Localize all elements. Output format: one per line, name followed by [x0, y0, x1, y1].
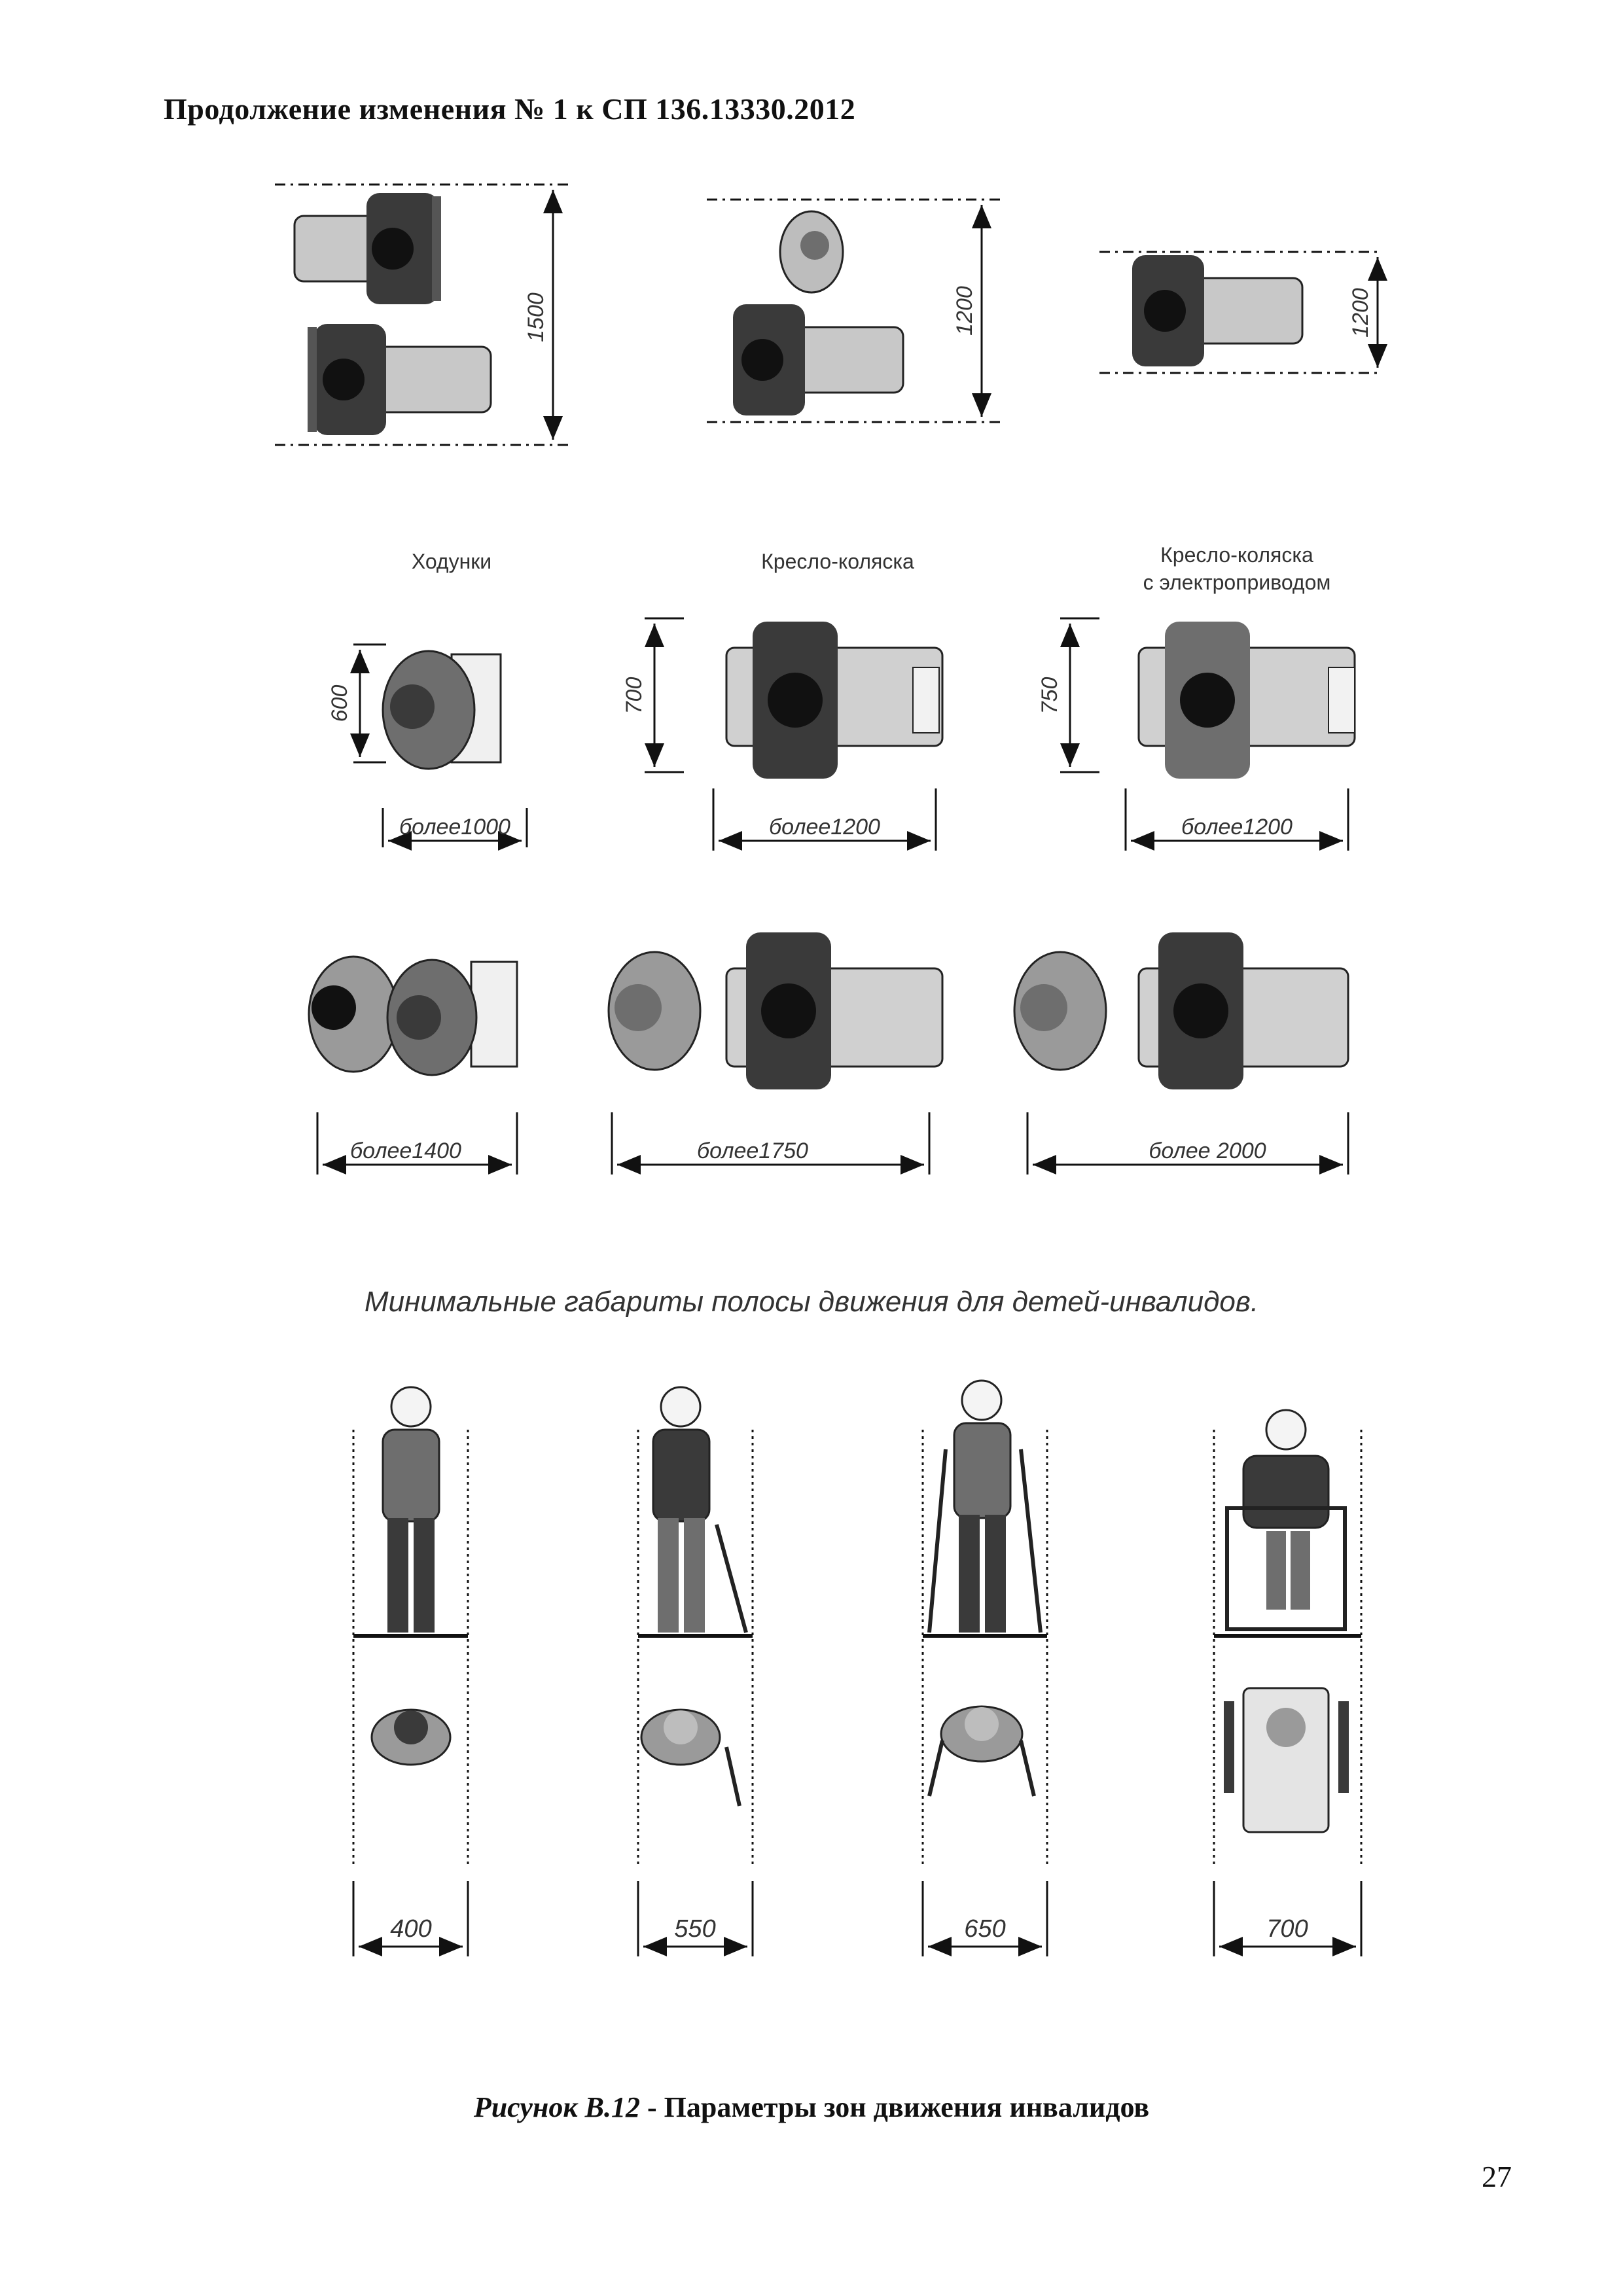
- page-number: 27: [1482, 2160, 1512, 2193]
- pedestrian-icon: [780, 211, 843, 292]
- dimension-label: 1500: [524, 292, 548, 342]
- assisted-walker-figure: [309, 957, 517, 1174]
- dimension-label: 600: [327, 684, 352, 722]
- figure-caption-text: - Параметры зон движения инвалидов: [640, 2091, 1150, 2123]
- dimension-label: 400: [390, 1915, 432, 1943]
- wheelchair-user-icon: [733, 304, 903, 415]
- walker-user-figure: [327, 645, 527, 847]
- dimension-label: более 2000: [1149, 1139, 1266, 1163]
- assisted-wheelchair-figure: [609, 932, 942, 1174]
- column-label-walker: Ходунки: [411, 550, 492, 573]
- powerchair-user-figure: [1037, 618, 1355, 851]
- top-middle-pedestrian-wheelchair: [707, 200, 1001, 422]
- wheelchair-user-figure: [622, 618, 942, 851]
- dimension-label: 1200: [1348, 288, 1373, 338]
- dimension-label: 700: [622, 677, 647, 715]
- dimension-label: 750: [1037, 677, 1062, 715]
- column-label-powerchair: Кресло-коляска: [1160, 543, 1313, 567]
- children-section-subtitle: Минимальные габариты полосы движения для детей-инвалидов.: [364, 1286, 1259, 1318]
- top-left-two-wheelchairs: [275, 185, 569, 445]
- wheelchair-user-icon: [294, 193, 441, 304]
- figure-number: Рисунок В.12: [473, 2091, 641, 2123]
- dimension-label: 550: [674, 1915, 716, 1943]
- dimension-label: 1200: [952, 286, 977, 336]
- page-header: Продолжение изменения № 1 к СП 136.13330.2012: [164, 92, 856, 126]
- dimension-label: более1400: [350, 1139, 461, 1163]
- dimension-label: более1200: [1181, 815, 1293, 839]
- child-wheelchair-figure: [1214, 1410, 1361, 1956]
- wheelchair-user-icon: [308, 324, 491, 435]
- child-with-crutches-figure: [923, 1381, 1047, 1956]
- dimension-label: более1000: [399, 815, 510, 839]
- column-label-powerchair-line2: с электроприводом: [1143, 571, 1331, 594]
- dimension-label: 650: [964, 1915, 1006, 1943]
- child-standing-figure: [353, 1387, 468, 1956]
- assisted-powerchair-figure: [1014, 932, 1348, 1174]
- child-with-cane-figure: [638, 1387, 753, 1956]
- column-label-wheelchair: Кресло-коляска: [761, 550, 914, 573]
- wheelchair-user-icon: [1132, 255, 1302, 366]
- top-right-powerchair: [1099, 252, 1381, 373]
- figure-caption: [0, 2091, 1623, 2124]
- dimension-label: более1200: [769, 815, 880, 839]
- dimension-label: 700: [1266, 1915, 1308, 1943]
- dimension-label: более1750: [697, 1139, 808, 1163]
